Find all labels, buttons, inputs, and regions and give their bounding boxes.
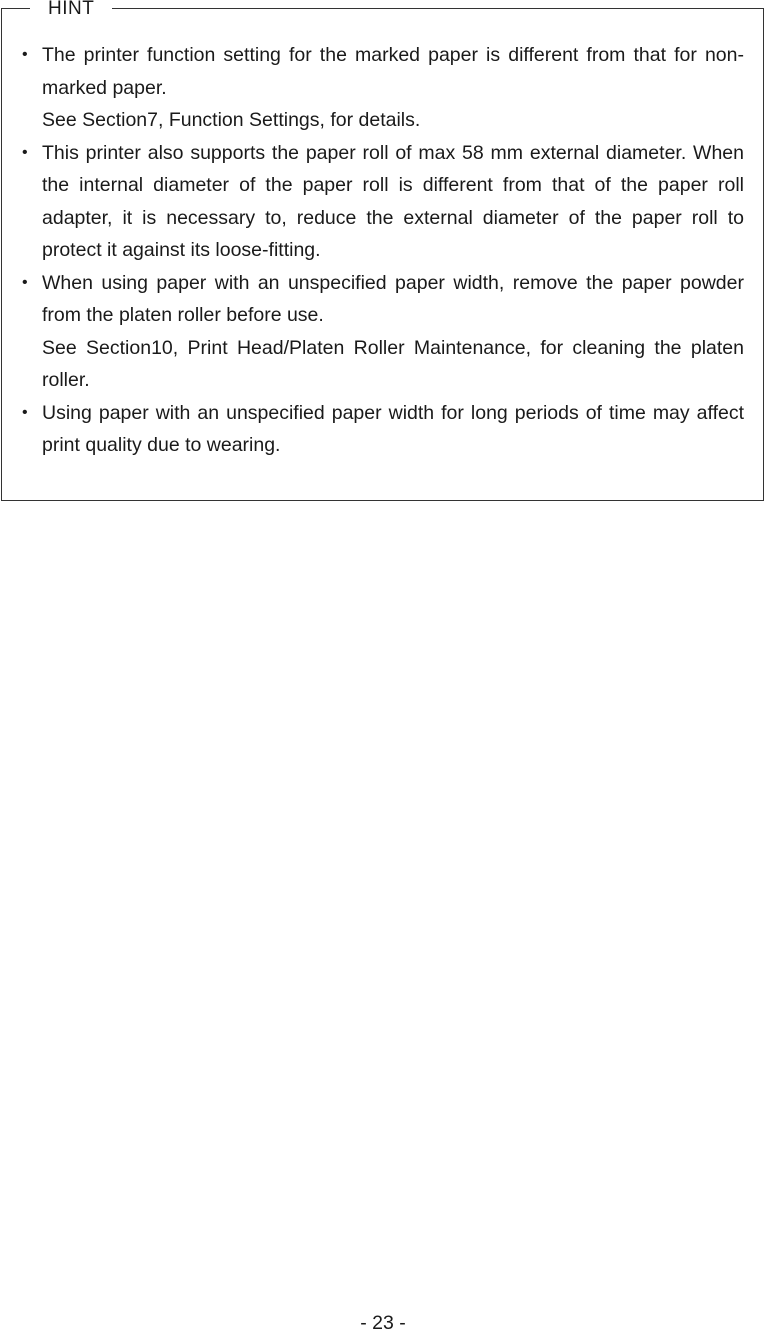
- hint-paragraph: When using paper with an unspecified paper width, remove the paper powder from the platen roller before use.: [42, 271, 744, 326]
- hint-paragraph: This printer also supports the paper roll of max 58 mm external diameter. When the internal diameter of the paper roll is different from that of the paper roll adapter, it is necessary to, reduce the external diameter of the paper roll to protect it against its loose-fitting.: [42, 141, 744, 261]
- bullet-icon: •: [22, 273, 28, 291]
- hint-label: HINT: [30, 0, 112, 19]
- hint-item-print-quality: [22, 397, 744, 462]
- hint-paragraph: See Section10, Print Head/Platen Roller Maintenance, for cleaning the platen roller.: [42, 336, 744, 391]
- hint-item-function-setting: [22, 39, 744, 137]
- hint-paragraph: See Section7, Function Settings, for details.: [42, 109, 421, 131]
- hint-paragraph: The printer function setting for the marked paper is different from that for non-marked paper.: [42, 44, 744, 99]
- hint-box: [1, 0, 764, 501]
- bullet-icon: •: [22, 403, 28, 421]
- bullet-icon: •: [22, 46, 28, 63]
- hint-item-paper-powder: [22, 267, 744, 397]
- hint-paragraph: Using paper with an unspecified paper width for long periods of time may affect print quality due to wearing.: [42, 401, 744, 456]
- hint-item-paper-roll-diameter: [22, 137, 744, 267]
- hint-list: [22, 39, 744, 462]
- page-number: - 23 -: [360, 1312, 406, 1334]
- bullet-icon: •: [22, 143, 28, 161]
